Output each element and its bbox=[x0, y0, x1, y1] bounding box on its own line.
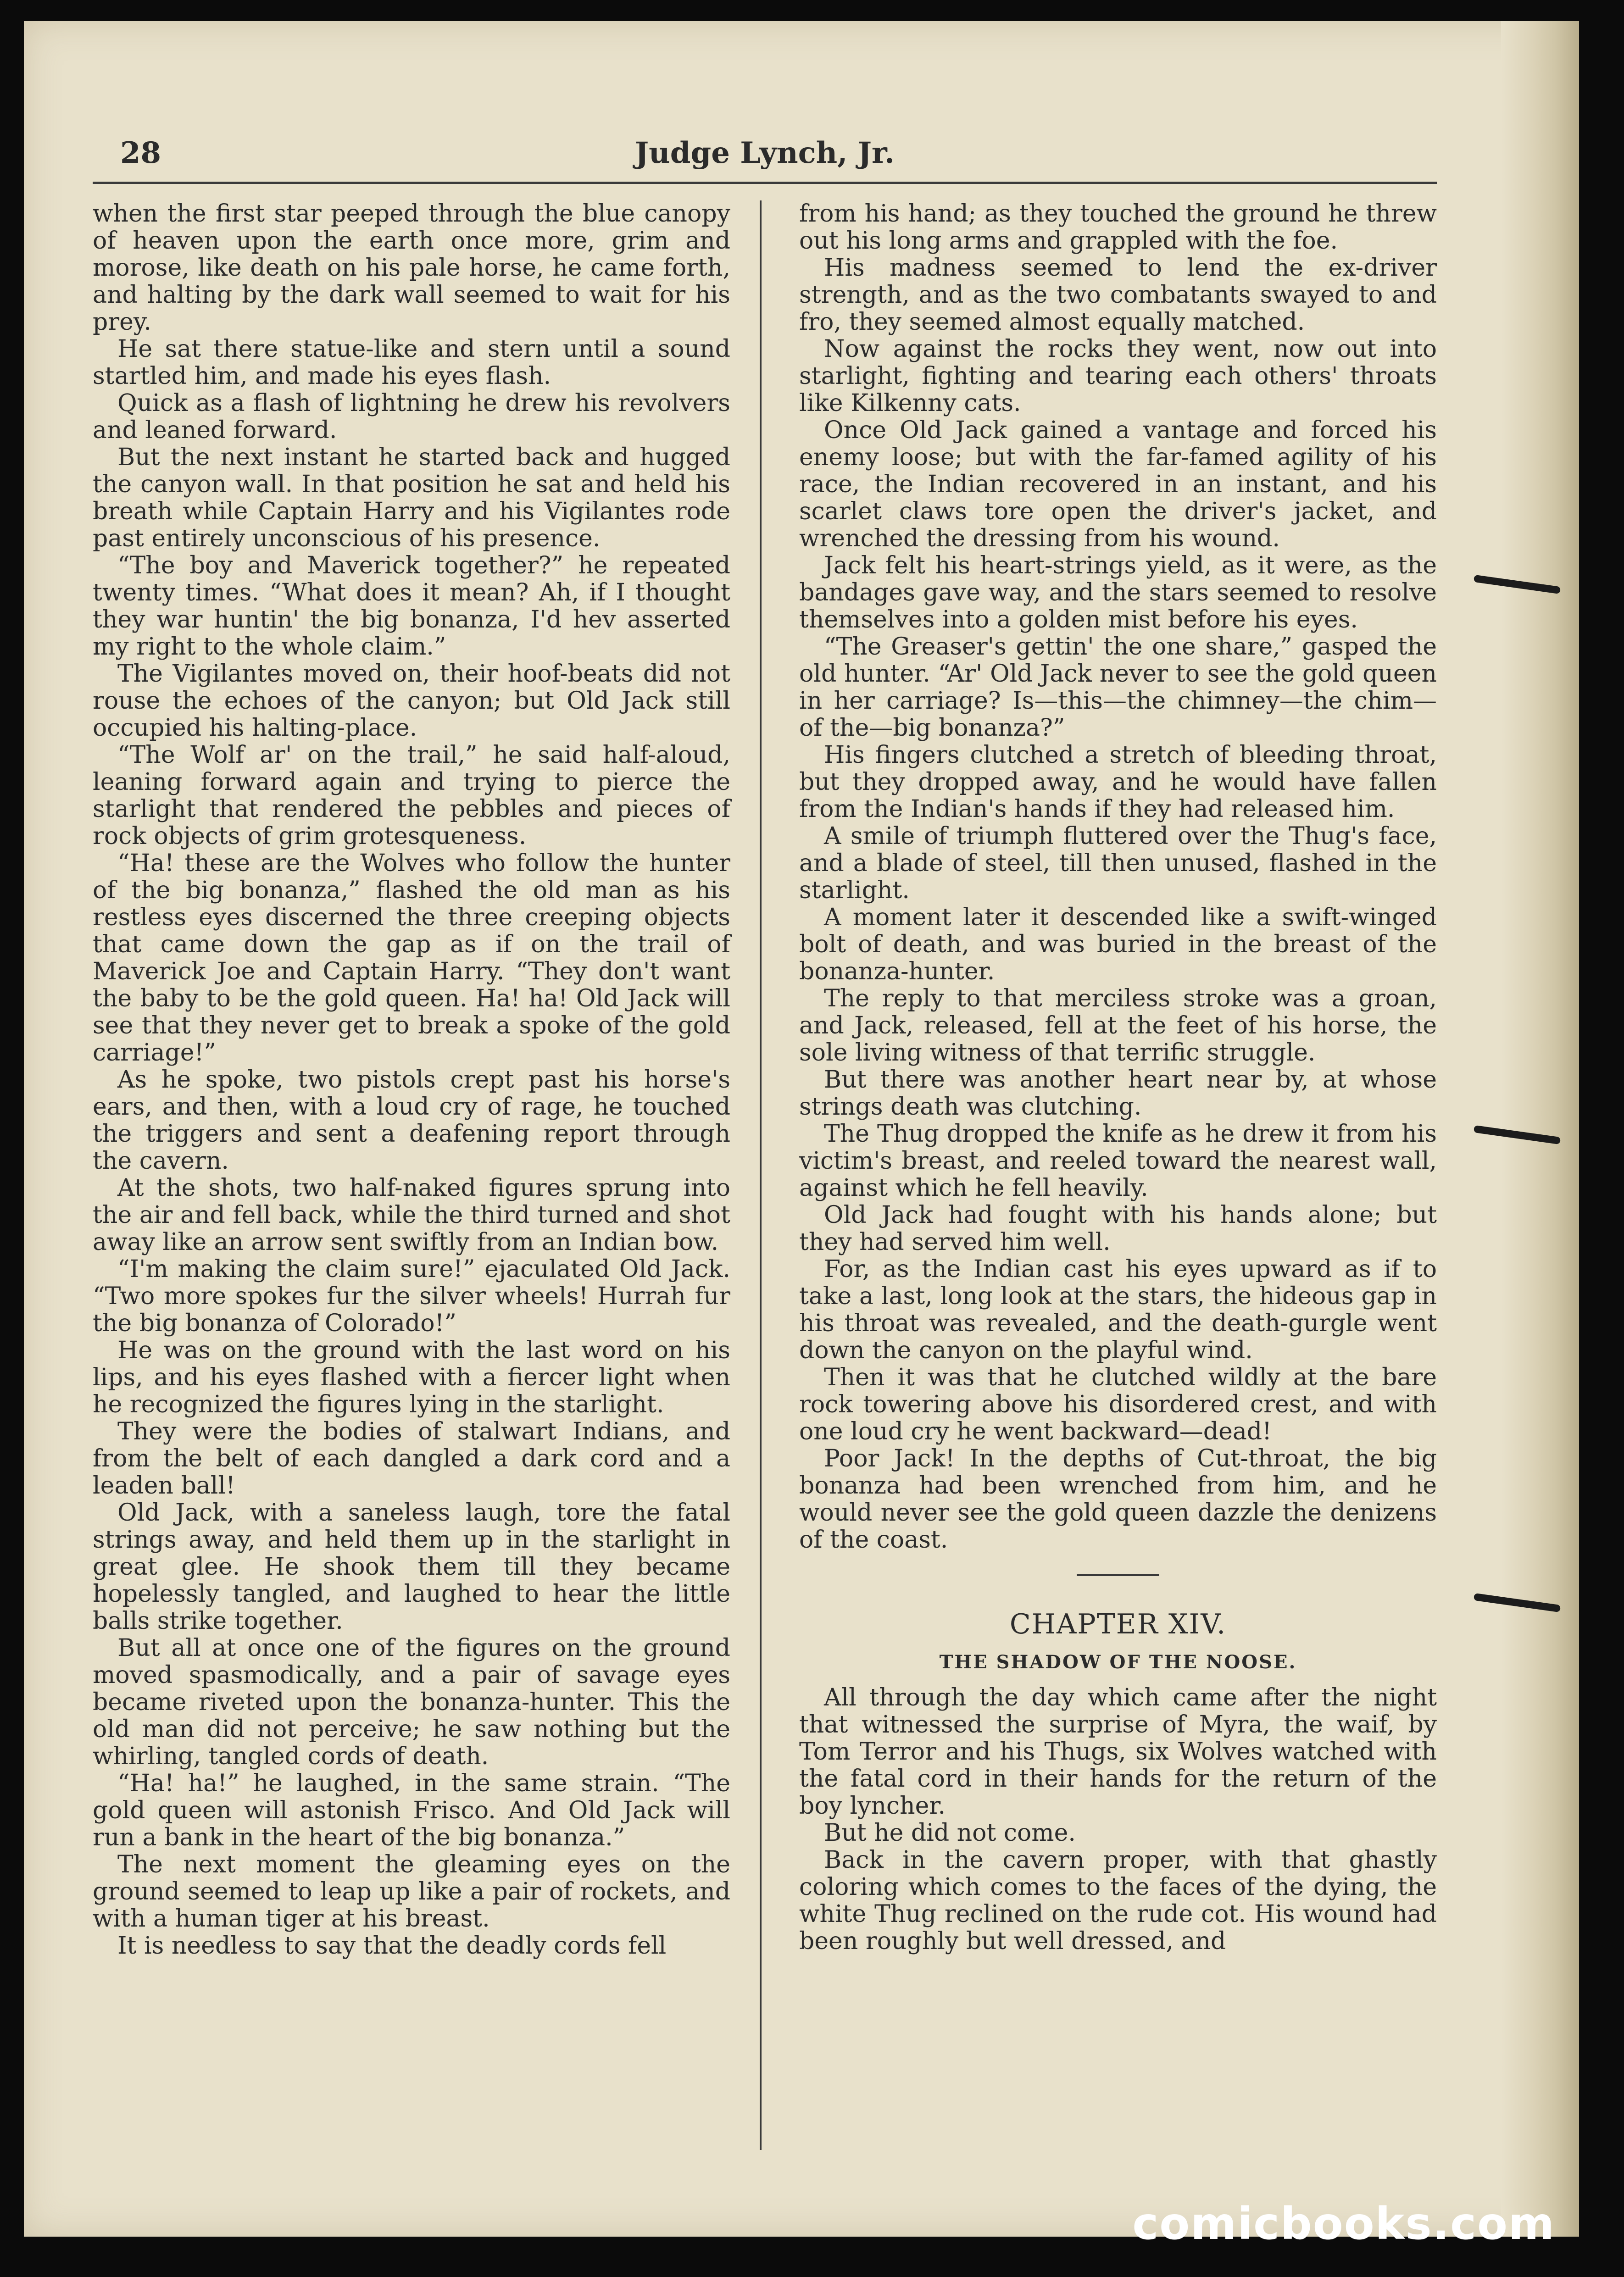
paragraph: At the shots, two half-naked figures sprung into the air and fell back, while the third turned and shot away like an arrow sent swiftly from an Indian bow. bbox=[93, 1174, 730, 1256]
paragraph: All through the day which came after the night that witnessed the surprise of Myra, the waif, by Tom Terror and his Thugs, six Wolves watched with the fatal cord in their hands for the return of the boy lyncher. bbox=[799, 1684, 1437, 1820]
paragraph: Then it was that he clutched wildly at the bare rock towering above his disordered crest, and with one loud cry he went backward—dead! bbox=[799, 1364, 1437, 1445]
paragraph: “Ha! ha!” he laughed, in the same strain. “The gold queen will astonish Frisco. And Old Jack will run a bank in the heart of the big bonanza.” bbox=[93, 1770, 730, 1851]
paragraph: He sat there statue-like and stern until a sound startled him, and made his eyes flash. bbox=[93, 335, 730, 390]
paragraph: from his hand; as they touched the ground he threw out his long arms and grappled with the foe. bbox=[799, 200, 1437, 255]
paragraph: But there was another heart near by, at whose strings death was clutching. bbox=[799, 1066, 1437, 1121]
running-title: Judge Lynch, Jr. bbox=[634, 136, 895, 170]
paragraph: “The boy and Maverick together?” he repeated twenty times. “What does it mean? Ah, if I thought they war huntin' the big bonanza, I'd hev asserted my right to the whole claim.” bbox=[93, 552, 730, 661]
paragraph: Once Old Jack gained a vantage and forced his enemy loose; but with the far-famed agility of his race, the Indian recovered in an instant, and his scarlet claws tore open the driver's jacket, and wrenched the dressing from his wound. bbox=[799, 417, 1437, 552]
text-columns bbox=[93, 200, 1437, 1960]
paragraph: As he spoke, two pistols crept past his horse's ears, and then, with a loud cry of rage, he touched the triggers and sent a deafening report through the cavern. bbox=[93, 1066, 730, 1175]
paragraph: They were the bodies of stalwart Indians, and from the belt of each dangled a dark cord and a leaden ball! bbox=[93, 1418, 730, 1499]
paragraph: But the next instant he started back and hugged the canyon wall. In that position he sat and held his breath while Captain Harry and his Vigilantes rode past entirely unconscious of his presence. bbox=[93, 444, 730, 552]
paragraph: But all at once one of the figures on the ground moved spasmodically, and a pair of savage eyes became riveted upon the bonanza-hunter. This the old man did not perceive; he saw nothing but the whirling, tangled cords of death. bbox=[93, 1634, 730, 1770]
paragraph: Quick as a flash of lightning he drew his revolvers and leaned forward. bbox=[93, 389, 730, 444]
paragraph: His madness seemed to lend the ex-driver strength, and as the two combatants swayed to and fro, they seemed almost equally matched. bbox=[799, 254, 1437, 336]
watermark: comicbooks.com bbox=[1132, 2198, 1555, 2249]
paragraph: The reply to that merciless stroke was a groan, and Jack, released, fell at the feet of his horse, the sole living witness of that terrific struggle. bbox=[799, 985, 1437, 1066]
page-number: 28 bbox=[120, 136, 161, 170]
paragraph: The Thug dropped the knife as he drew it from his victim's breast, and reeled toward the nearest wall, against which he fell heavily. bbox=[799, 1120, 1437, 1202]
paragraph: For, as the Indian cast his eyes upward as if to take a last, long look at the stars, the hideous gap in his throat was revealed, and the death-gurgle went down the canyon on the playful wind. bbox=[799, 1255, 1437, 1364]
paragraph: “I'm making the claim sure!” ejaculated Old Jack. “Two more spokes fur the silver wheels! Hurrah fur the big bonanza of Colorado!” bbox=[93, 1255, 730, 1337]
paragraph: He was on the ground with the last word on his lips, and his eyes flashed with a fiercer light when he recognized the figures lying in the starlight. bbox=[93, 1337, 730, 1418]
paragraph: The next moment the gleaming eyes on the ground seemed to leap up like a pair of rockets, and with a human tiger at his breast. bbox=[93, 1851, 730, 1933]
paragraph: “Ha! these are the Wolves who follow the hunter of the big bonanza,” flashed the old man as his restless eyes discerned the three creeping objects that came down the gap as if on the trail of Maverick Joe and Captain Harry. “They don't want the baby to be the gold queen. Ha! ha! Old Jack will see that they never get to break a spoke of the gold carriage!” bbox=[93, 850, 730, 1066]
page-content bbox=[93, 127, 1437, 1960]
scanned-page bbox=[24, 21, 1579, 2237]
paragraph: A moment later it descended like a swift-winged bolt of death, and was buried in the breast of the bonanza-hunter. bbox=[799, 904, 1437, 985]
chapter-title: CHAPTER XIV. bbox=[1009, 1608, 1227, 1640]
chapter-subtitle: THE SHADOW OF THE NOOSE. bbox=[939, 1651, 1297, 1673]
paragraph: Jack felt his heart-strings yield, as it were, as the bandages gave way, and the stars seemed to resolve themselves into a golden mist before his eyes. bbox=[799, 552, 1437, 633]
section-separator bbox=[1077, 1574, 1159, 1576]
paragraph: Poor Jack! In the depths of Cut-throat, the big bonanza had been wrenched from him, and he would never see the gold queen dazzle the denizens of the coast. bbox=[799, 1445, 1437, 1554]
paragraph: The Vigilantes moved on, their hoof-beats did not rouse the echoes of the canyon; but Old Jack still occupied his halting-place. bbox=[93, 660, 730, 742]
left-column bbox=[93, 200, 730, 1960]
paragraph: Now against the rocks they went, now out into starlight, fighting and tearing each others' throats like Kilkenny cats. bbox=[799, 335, 1437, 417]
paragraph: Old Jack, with a saneless laugh, tore the fatal strings away, and held them up in the starlight in great glee. He shook them till they became hopelessly tangled, and laughed to hear the little balls strike together. bbox=[93, 1499, 730, 1635]
binding-spine bbox=[1501, 21, 1579, 2237]
paragraph: “The Wolf ar' on the trail,” he said half-aloud, leaning forward again and trying to pierce the starlight that rendered the pebbles and pieces of rock objects of grim grotesqueness. bbox=[93, 741, 730, 850]
page-header bbox=[93, 127, 1437, 184]
paragraph: It is needless to say that the deadly cords fell bbox=[117, 1932, 667, 1960]
paragraph: Back in the cavern proper, with that ghastly coloring which comes to the faces of the dying, the white Thug reclined on the rude cot. His wound had been roughly but well dressed, and bbox=[799, 1846, 1437, 1955]
column-rule bbox=[760, 200, 762, 2150]
paragraph: Old Jack had fought with his hands alone; but they had served him well. bbox=[799, 1201, 1437, 1256]
paragraph: His fingers clutched a stretch of bleeding throat, but they dropped away, and he would have fallen from the Indian's hands if they had released him. bbox=[799, 741, 1437, 823]
paragraph: when the first star peeped through the blue canopy of heaven upon the earth once more, grim and morose, like death on his pale horse, he came forth, and halting by the dark wall seemed to wait for his prey. bbox=[93, 200, 730, 336]
paragraph: “The Greaser's gettin' the one share,” gasped the old hunter. “Ar' Old Jack never to see the gold queen in her carriage? Is—this—the chimney—the chim—of the—big bonanza?” bbox=[799, 633, 1437, 742]
paragraph: A smile of triumph fluttered over the Thug's face, and a blade of steel, till then unused, flashed in the starlight. bbox=[799, 822, 1437, 904]
right-column bbox=[799, 200, 1437, 1960]
paragraph: But he did not come. bbox=[824, 1819, 1076, 1847]
